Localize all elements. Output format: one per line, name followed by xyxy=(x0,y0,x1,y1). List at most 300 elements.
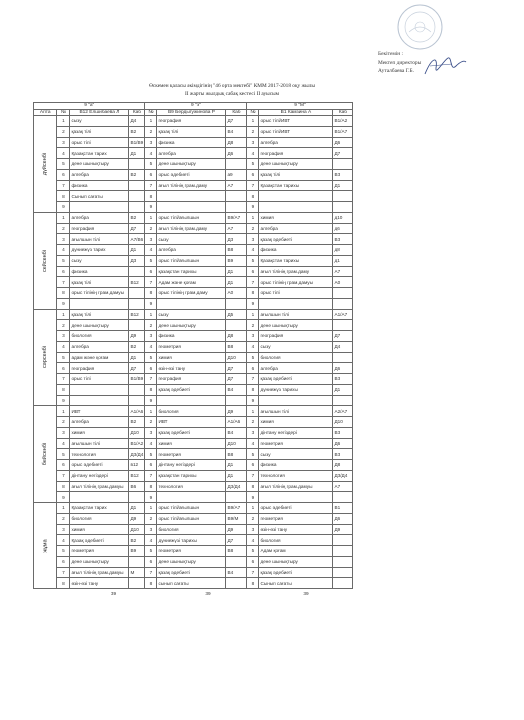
subject-cell xyxy=(157,492,226,503)
lesson-number: 2 xyxy=(57,223,70,234)
subject-cell xyxy=(259,202,333,213)
subject-cell: геометрия xyxy=(259,438,333,449)
lesson-number: 6 xyxy=(247,169,259,180)
lesson-number: 2 xyxy=(145,126,157,137)
subject-cell: орыс тілі/ағылшын xyxy=(157,212,226,223)
subject-cell: дүниежүзі тарихы xyxy=(157,535,226,546)
lesson-number: 8 xyxy=(145,288,157,299)
subject-cell: Сынып сағаты xyxy=(70,191,129,202)
lesson-number: 2 xyxy=(57,417,70,428)
lesson-number: 1 xyxy=(145,406,157,417)
lesson-number: 6 xyxy=(145,363,157,374)
subject-cell xyxy=(259,395,333,406)
lesson-number: 7 xyxy=(145,180,157,191)
subject-cell: дене шынықтыру xyxy=(70,320,129,331)
subject-cell: Қазақстан тарихы xyxy=(259,180,333,191)
lesson-number: 1 xyxy=(247,212,259,223)
lesson-number: 5 xyxy=(57,546,70,557)
room-cell: Д5 xyxy=(226,309,247,320)
room-cell: В9 xyxy=(129,546,145,557)
room-cell: Д10 xyxy=(129,427,145,438)
lesson-number: 3 xyxy=(247,427,259,438)
subject-cell xyxy=(70,298,129,309)
lesson-number: 3 xyxy=(145,331,157,342)
day-label xyxy=(34,116,57,213)
subject-cell: алгебра xyxy=(70,212,129,223)
subject-cell: химия xyxy=(70,427,129,438)
lesson-number: 2 xyxy=(247,417,259,428)
subject-cell: ағыл тілінің грам.дамуы xyxy=(70,481,129,492)
subject-cell: өзін-өзі тану xyxy=(157,363,226,374)
room-cell: В2 xyxy=(129,417,145,428)
day-label xyxy=(34,309,57,406)
room-cell: Д10 xyxy=(333,417,353,428)
subject-cell: география xyxy=(259,148,333,159)
kab-header: Каб xyxy=(333,109,353,116)
lesson-number: 8 xyxy=(57,578,70,589)
room-cell: В4 xyxy=(226,427,247,438)
room-cell xyxy=(333,535,353,546)
subject-cell: технология xyxy=(259,470,333,481)
room-cell: а9 xyxy=(226,169,247,180)
document-title: Өскемен қаласы әкімдігінің "46 орта мектебі" КММ 2017-2018 оқу жылы xyxy=(149,83,315,89)
lesson-number: 6 xyxy=(247,460,259,471)
lesson-number: 3 xyxy=(57,137,70,148)
table-row xyxy=(34,169,353,180)
room-cell: Д1 xyxy=(129,148,145,159)
teacher-9e: В9 Бердыгужинова Р xyxy=(157,109,226,116)
subject-cell: орыс тілі/ИВТ xyxy=(259,116,333,127)
table-row xyxy=(34,234,353,245)
room-cell: В9 xyxy=(226,255,247,266)
room-cell: в12 xyxy=(129,460,145,471)
table-row xyxy=(34,116,353,127)
room-cell: д8 xyxy=(333,245,353,256)
lesson-number: 6 xyxy=(57,556,70,567)
subject-cell: ағыл тілінің грам.даму xyxy=(157,180,226,191)
room-cell xyxy=(333,159,353,170)
room-cell: В4 xyxy=(226,567,247,578)
subject-cell: алгебра xyxy=(259,363,333,374)
subject-cell: алгебра xyxy=(259,137,333,148)
subject-cell: ағыл тілінің грам.даму xyxy=(259,266,333,277)
totals-pad xyxy=(34,589,70,599)
approval-line1: Бекітемін : xyxy=(378,51,403,57)
subject-cell: химия xyxy=(157,438,226,449)
room-cell: В3 xyxy=(333,169,353,180)
room-cell xyxy=(226,202,247,213)
room-cell xyxy=(333,567,353,578)
room-cell: Д7 xyxy=(226,363,247,374)
number-header: № xyxy=(145,109,157,116)
subject-cell: биология xyxy=(157,406,226,417)
day-label xyxy=(34,406,57,503)
lesson-number: 1 xyxy=(247,406,259,417)
lesson-number: 7 xyxy=(57,374,70,385)
room-cell xyxy=(333,492,353,503)
lesson-number: 7 xyxy=(57,180,70,191)
subject-cell: физика xyxy=(259,245,333,256)
room-cell: Д3 xyxy=(129,255,145,266)
number-header: № xyxy=(57,109,70,116)
room-cell: Д6 xyxy=(333,438,353,449)
room-cell: Д8 xyxy=(333,460,353,471)
subject-cell: қазақ әдебиеті xyxy=(157,427,226,438)
room-cell xyxy=(333,578,353,589)
lesson-number: 3 xyxy=(145,524,157,535)
room-cell: В2 xyxy=(129,341,145,352)
room-cell: Д3/Д4 xyxy=(226,481,247,492)
subject-cell: химия xyxy=(259,212,333,223)
lesson-number: 1 xyxy=(145,309,157,320)
lesson-number: 3 xyxy=(57,427,70,438)
lesson-number: 8 xyxy=(247,578,259,589)
room-cell: Д1 xyxy=(226,460,247,471)
subject-cell: дене шынықтыру xyxy=(70,159,129,170)
teacher-9m: В1 Камзина А xyxy=(259,109,333,116)
room-cell: А7 xyxy=(226,223,247,234)
lesson-number: 5 xyxy=(57,159,70,170)
table-row xyxy=(34,341,353,352)
subject-cell: орыс тілі/ИВТ xyxy=(259,126,333,137)
table-row xyxy=(34,374,353,385)
room-cell: В2 xyxy=(129,169,145,180)
room-cell xyxy=(129,556,145,567)
subject-cell: ИВТ xyxy=(70,406,129,417)
lesson-number: 4 xyxy=(247,535,259,546)
subject-cell: қазақ әдебиеті xyxy=(157,567,226,578)
day-label xyxy=(34,212,57,309)
lesson-number: 5 xyxy=(145,352,157,363)
subject-cell: өзін-өзі тану xyxy=(259,524,333,535)
subject-cell: орыс тілі/ағылшын xyxy=(157,255,226,266)
subject-cell xyxy=(157,395,226,406)
subject-cell: Қазақстан тарих xyxy=(70,503,129,514)
subject-cell: геометрия xyxy=(157,546,226,557)
subject-cell: дүниежүз тарихы xyxy=(259,384,333,395)
subject-cell: технология xyxy=(70,449,129,460)
subject-cell xyxy=(70,202,129,213)
lesson-number: 6 xyxy=(57,363,70,374)
lesson-number: 4 xyxy=(57,438,70,449)
room-cell: Д1 xyxy=(226,277,247,288)
room-cell: А1/А6 xyxy=(226,417,247,428)
lesson-number: 6 xyxy=(145,460,157,471)
room-cell: В8 xyxy=(226,546,247,557)
room-cell: В2 xyxy=(129,535,145,546)
room-cell: В1/В9 xyxy=(129,374,145,385)
table-row xyxy=(34,546,353,557)
approval-block xyxy=(378,50,421,76)
lesson-number: 7 xyxy=(57,277,70,288)
subject-cell: алгебра xyxy=(157,245,226,256)
table-row xyxy=(34,255,353,266)
table-row xyxy=(34,556,353,567)
lesson-number: 1 xyxy=(57,503,70,514)
table-row xyxy=(34,481,353,492)
lesson-number: 4 xyxy=(247,438,259,449)
lesson-number: 5 xyxy=(145,546,157,557)
subject-cell: биология xyxy=(157,524,226,535)
room-cell: Д9 xyxy=(129,513,145,524)
lesson-number: 4 xyxy=(145,438,157,449)
table-row xyxy=(34,191,353,202)
totals-row xyxy=(34,589,353,599)
table-row xyxy=(34,148,353,159)
room-cell xyxy=(129,395,145,406)
subject-cell: Қазақ әдебиеті xyxy=(70,535,129,546)
room-cell: Д7 xyxy=(226,374,247,385)
subject-cell: қазақ әдебиеті xyxy=(259,567,333,578)
lesson-number: 3 xyxy=(145,234,157,245)
lesson-number: 6 xyxy=(145,556,157,567)
table-row xyxy=(34,503,353,514)
table-row xyxy=(34,137,353,148)
subject-cell xyxy=(259,191,333,202)
subject-cell: орыс тілінің грам.даму xyxy=(157,288,226,299)
room-cell xyxy=(333,546,353,557)
room-cell xyxy=(226,298,247,309)
lesson-number: 9 xyxy=(145,298,157,309)
table-row xyxy=(34,266,353,277)
table-row xyxy=(34,288,353,299)
room-cell: Д8 xyxy=(226,137,247,148)
room-cell: В1/А7 xyxy=(333,126,353,137)
lesson-number: 2 xyxy=(145,417,157,428)
lesson-number: 7 xyxy=(57,470,70,481)
subject-cell: орыс әдебиеті xyxy=(70,460,129,471)
lesson-number: 8 xyxy=(247,191,259,202)
room-cell: А2/А7 xyxy=(333,406,353,417)
table-row xyxy=(34,331,353,342)
lesson-number: 8 xyxy=(145,191,157,202)
subject-cell: биология xyxy=(70,513,129,524)
subject-cell: ағылшын тілі xyxy=(70,234,129,245)
room-cell: В1/В9 xyxy=(129,137,145,148)
lesson-number: 2 xyxy=(145,223,157,234)
room-cell xyxy=(333,395,353,406)
room-cell: Д1 xyxy=(333,384,353,395)
room-cell: д6 xyxy=(333,223,353,234)
room-cell xyxy=(333,191,353,202)
room-cell xyxy=(129,578,145,589)
lesson-number: 1 xyxy=(145,212,157,223)
room-cell: А7 xyxy=(226,180,247,191)
room-cell: Д6 xyxy=(333,363,353,374)
table-row xyxy=(34,460,353,471)
room-cell xyxy=(129,266,145,277)
lesson-number: 6 xyxy=(57,169,70,180)
lesson-number: 1 xyxy=(57,309,70,320)
lesson-number: 2 xyxy=(247,126,259,137)
room-cell: А0 xyxy=(333,277,353,288)
lesson-number: 6 xyxy=(57,266,70,277)
total-hours: 39 xyxy=(110,591,117,597)
lesson-number: 5 xyxy=(247,159,259,170)
room-cell: Д4 xyxy=(333,341,353,352)
subject-cell: Қазақстан тарихы xyxy=(259,255,333,266)
lesson-number: 7 xyxy=(145,374,157,385)
lesson-number: 8 xyxy=(247,481,259,492)
day-name: бейсенбі xyxy=(42,442,49,466)
subject-cell: биология xyxy=(259,535,333,546)
room-cell: Д6 xyxy=(333,513,353,524)
subject-cell: физика xyxy=(70,266,129,277)
room-cell: В12 xyxy=(129,309,145,320)
subject-cell: дүниежүз тарих xyxy=(70,245,129,256)
room-cell xyxy=(129,288,145,299)
room-cell xyxy=(333,352,353,363)
table-row xyxy=(34,384,353,395)
table-row xyxy=(34,352,353,363)
day-name: сәрсенбі xyxy=(42,346,49,369)
lesson-number: 5 xyxy=(247,255,259,266)
lesson-number: 1 xyxy=(57,406,70,417)
lesson-number: 7 xyxy=(247,180,259,191)
subject-cell: орыс тілі xyxy=(70,137,129,148)
subject-cell: алгебра xyxy=(70,417,129,428)
lesson-number: 9 xyxy=(57,395,70,406)
lesson-number: 1 xyxy=(57,116,70,127)
room-cell: В3 xyxy=(333,234,353,245)
room-cell: Д8 xyxy=(226,331,247,342)
teacher-9a: В12 Елшибаева Л xyxy=(70,109,129,116)
subject-cell: ағылшын тілі xyxy=(259,406,333,417)
room-cell: В12 xyxy=(129,277,145,288)
lesson-number: 8 xyxy=(247,384,259,395)
room-cell xyxy=(333,320,353,331)
lesson-number: 8 xyxy=(57,384,70,395)
lesson-number: 7 xyxy=(145,567,157,578)
schedule-table xyxy=(33,102,353,599)
lesson-number: 8 xyxy=(57,191,70,202)
room-cell: Д7 xyxy=(129,223,145,234)
room-cell xyxy=(333,288,353,299)
room-cell: В3 xyxy=(333,427,353,438)
table-row xyxy=(34,320,353,331)
subject-cell: орыс тілінің грам.дамуы xyxy=(70,288,129,299)
lesson-number: 9 xyxy=(247,298,259,309)
room-cell: В1/А2 xyxy=(333,116,353,127)
subject-cell: сызу xyxy=(259,341,333,352)
lesson-number: 6 xyxy=(57,460,70,471)
lesson-number: 3 xyxy=(247,524,259,535)
room-cell: В9/А7 xyxy=(226,503,247,514)
lesson-number: 2 xyxy=(247,223,259,234)
subject-cell: физика xyxy=(259,460,333,471)
day-name: сейсенбі xyxy=(42,249,49,272)
subject-cell: орыс тілі xyxy=(70,374,129,385)
lesson-number: 6 xyxy=(247,266,259,277)
room-cell xyxy=(129,492,145,503)
lesson-number: 3 xyxy=(57,524,70,535)
room-cell: А7 xyxy=(333,481,353,492)
room-cell: Д7 xyxy=(226,116,247,127)
table-row xyxy=(34,202,353,213)
table-row xyxy=(34,309,353,320)
room-cell: Д7 xyxy=(129,363,145,374)
subject-cell: геометрия xyxy=(259,513,333,524)
room-cell: Д10 xyxy=(129,524,145,535)
lesson-number: 1 xyxy=(57,212,70,223)
lesson-number: 3 xyxy=(247,137,259,148)
lesson-number: 5 xyxy=(57,352,70,363)
lesson-number: 7 xyxy=(247,277,259,288)
subject-cell: алгебра xyxy=(259,223,333,234)
subject-cell: қазақ тілі xyxy=(259,169,333,180)
room-cell: М xyxy=(129,567,145,578)
subject-cell: қазақ тілі xyxy=(157,126,226,137)
table-row xyxy=(34,159,353,170)
lesson-number: 4 xyxy=(57,245,70,256)
subject-cell xyxy=(259,298,333,309)
table-row xyxy=(34,513,353,524)
room-cell: В2 xyxy=(129,212,145,223)
subject-cell: орыс тілінің грам.дамуы xyxy=(259,277,333,288)
subject-cell: алгебра xyxy=(70,341,129,352)
table-row xyxy=(34,567,353,578)
lesson-number: 9 xyxy=(145,492,157,503)
table-row xyxy=(34,277,353,288)
room-cell: В4 xyxy=(226,126,247,137)
subject-cell: қазақ әдебиеті xyxy=(157,384,226,395)
director-signature xyxy=(422,52,468,80)
subject-cell: химия xyxy=(157,352,226,363)
lesson-number: 9 xyxy=(247,492,259,503)
table-row xyxy=(34,535,353,546)
lesson-number: 4 xyxy=(247,341,259,352)
class-label-9m: 9 "М" xyxy=(247,103,353,110)
room-cell: В9/М xyxy=(226,513,247,524)
lesson-number: 5 xyxy=(57,449,70,460)
room-cell: Д10 xyxy=(226,352,247,363)
lesson-number: 1 xyxy=(145,116,157,127)
subject-cell: орыс тілі/ағылшын xyxy=(157,503,226,514)
lesson-number: 8 xyxy=(145,481,157,492)
room-cell: Д9 xyxy=(333,524,353,535)
room-cell: А1/А6 xyxy=(129,406,145,417)
subject-cell: дінтану негіздері xyxy=(259,427,333,438)
subject-cell: алгебра xyxy=(70,169,129,180)
table-row xyxy=(34,492,353,503)
subject-cell: дене шынықтыру xyxy=(70,556,129,567)
room-cell: А7 xyxy=(333,266,353,277)
room-cell: Д1 xyxy=(226,470,247,481)
subject-cell: сызу xyxy=(259,449,333,460)
room-cell: Д9 xyxy=(129,331,145,342)
subject-cell: Адам және қоғам xyxy=(157,277,226,288)
room-cell xyxy=(333,556,353,567)
table-row xyxy=(34,417,353,428)
room-cell: д10 xyxy=(333,212,353,223)
room-cell: Д1 xyxy=(129,352,145,363)
table-row xyxy=(34,470,353,481)
subject-cell: геометрия xyxy=(157,341,226,352)
subject-cell: ағылшын тілі xyxy=(70,438,129,449)
lesson-number: 2 xyxy=(247,513,259,524)
room-cell: Д6 xyxy=(226,148,247,159)
approval-line2: Мектеп директоры xyxy=(378,59,422,66)
room-cell: В8 xyxy=(226,449,247,460)
lesson-number: 5 xyxy=(57,255,70,266)
room-cell: В3 xyxy=(333,449,353,460)
subject-cell: Сынып сағаты xyxy=(259,578,333,589)
table-row xyxy=(34,438,353,449)
subject-cell: орыс тілі/ағылшын xyxy=(157,513,226,524)
lesson-number: 3 xyxy=(145,427,157,438)
subject-cell xyxy=(70,492,129,503)
lesson-number: 4 xyxy=(145,148,157,159)
